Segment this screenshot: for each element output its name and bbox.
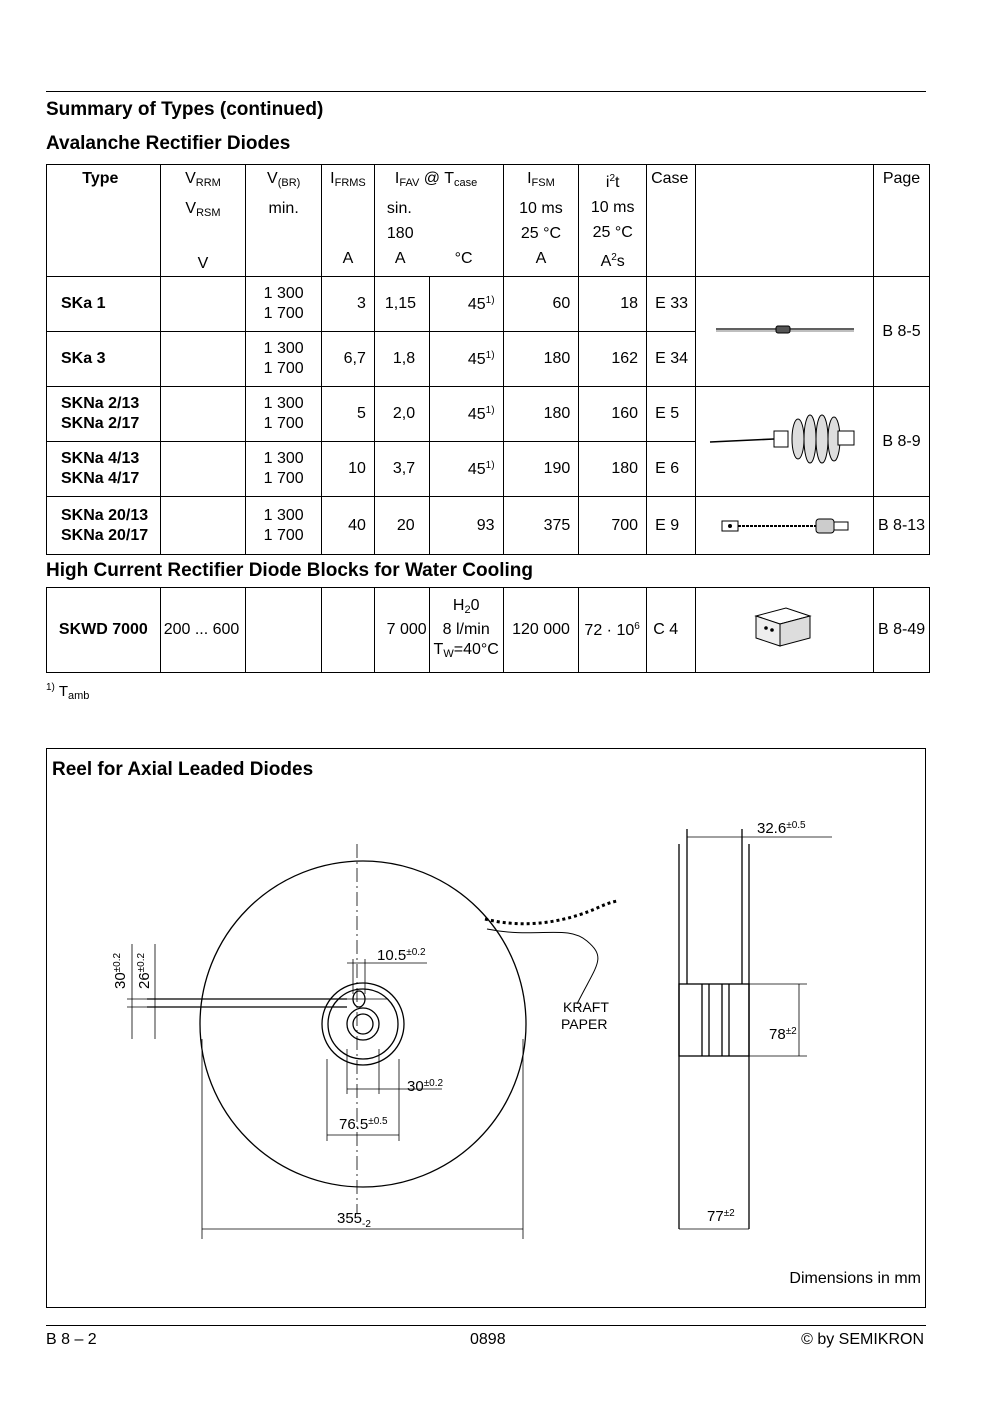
col-image [696,165,874,277]
footer-date-code: 0898 [470,1331,506,1348]
col-vbr: $V_{(BR)}$ min. [246,165,322,277]
kraft-label: KRAFT [563,999,609,1015]
col-case: Case [647,165,696,277]
dim-32-6: $32.6^{\pm 0.5}$ [757,820,806,837]
top-rule [46,91,926,92]
col-ifrms: $I_{FRMS}$ A [322,165,375,277]
dim-76-5: $76.5^{\pm 0.5}$ [339,1116,388,1133]
col-i2t: $i^2t$ 10 ms 25 °C $A^2s$ [579,165,647,277]
axial-diode-image-small [696,277,874,387]
diode-block-image [696,588,874,673]
table-header-row [47,165,930,277]
dim-30-vertical: $30^{\pm 0.2}$ [112,952,129,989]
avalanche-diodes-table [46,164,930,555]
dimensions-note: Dimensions in mm [789,1270,921,1287]
water-cooling-table [46,587,930,673]
table-row: SKNa 2/13 SKNa 2/17 1 300 1 700 5 2,0 45$^{1)}$ 180 160 E 5 B 8-9 [47,387,930,442]
footnote: $^{1)}$ $T_{amb}$ [46,682,90,702]
dim-77: $77^{\pm 2}$ [707,1208,735,1225]
reel-title: Reel for Axial Leaded Diodes [52,759,314,780]
section-title-avalanche: Avalanche Rectifier Diodes [46,133,291,154]
flexible-lead-diode-image [696,497,874,555]
col-vrrm: $V_{RRM}$ $V_{RSM}$ V [160,165,246,277]
section-title-water-cooling: High Current Rectifier Diode Blocks for Water Cooling [46,560,534,581]
footer-rule [46,1325,926,1326]
table-row: SKNa 20/13 SKNa 20/17 1 300 1 700 40 20 93 375 700 E 9 B 8-13 [47,497,930,555]
col-type: Type [47,165,161,277]
col-ifav: $I_{FAV}$ @ $T_{case}$ sin. 180 A °C [374,165,503,277]
col-ifsm: $I_{FSM}$ 10 ms 25 °C A [503,165,579,277]
table-row: SKa 1 1 300 1 700 3 1,15 45$^{1)}$ 60 18 E 33 B 8-5 [47,277,930,332]
reel-technical-drawing [47,749,925,1307]
dim-78: $78^{\pm 2}$ [769,1026,797,1043]
table-row: SKa 3 1 300 1 700 6,7 1,8 45$^{1)}$ 180 162 E 34 [47,332,930,387]
dim-355: $355_{-2}$ [337,1210,371,1230]
dim-10-5: $10.5^{\pm 0.2}$ [377,947,426,964]
paper-label: PAPER [561,1016,608,1032]
stud-diode-image [696,387,874,497]
dim-30: $30^{\pm 0.2}$ [407,1078,444,1095]
dim-26-vertical: $26^{\pm 0.2}$ [136,952,153,989]
col-page: Page [874,165,930,277]
reel-drawing-box [46,748,926,1308]
footer-page-number: B 8 – 2 [46,1331,97,1348]
page-heading: Summary of Types (continued) [46,99,324,120]
table-row: SKNa 4/13 SKNa 4/17 1 300 1 700 10 3,7 45$^{1)}$ 190 180 E 6 [47,442,930,497]
table-row: SKWD 7000 200 ... 600 7 000 $H_20$ 8 l/min $T_W=40^\circ C$ 120 000 $72 \cdot 10^6$ C 4 B 8-49 [47,588,930,673]
footer-copyright: © by SEMIKRON [801,1331,924,1348]
